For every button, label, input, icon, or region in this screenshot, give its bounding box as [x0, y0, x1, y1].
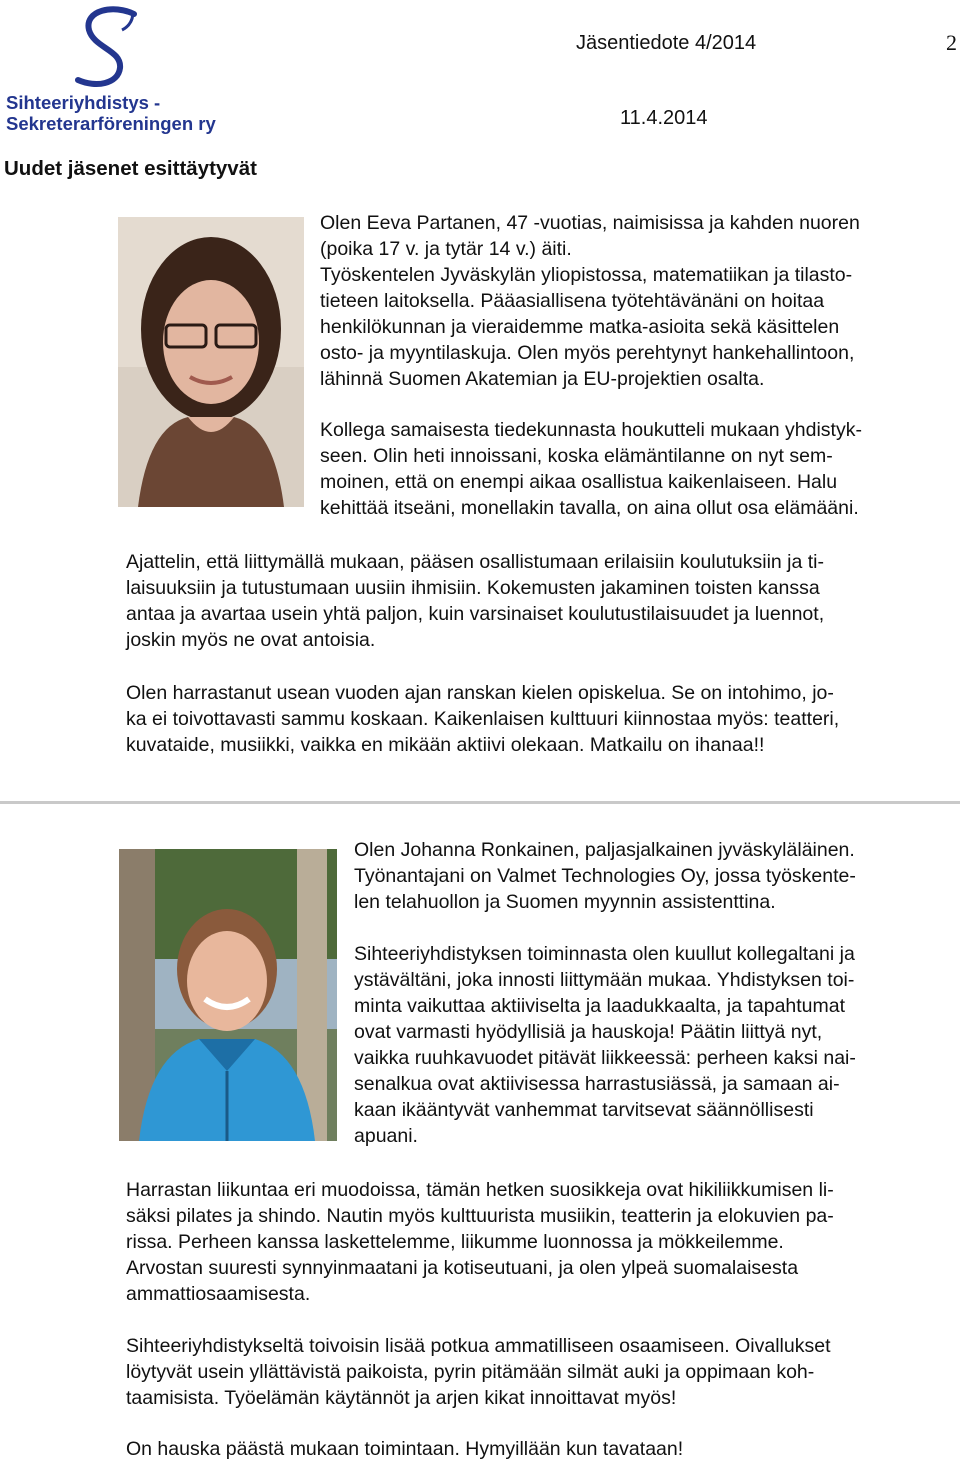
- text-line: Työnantajani on Valmet Technologies Oy, jossa työskente-: [354, 865, 856, 887]
- member1-paragraph-4: [126, 680, 960, 758]
- section-divider: [0, 801, 960, 804]
- member2-paragraph-5: [126, 1436, 960, 1462]
- text-line: ka ei toivottavasti sammu koskaan. Kaikenlaisen kulttuuri kiinnostaa myös: teatteri,: [126, 708, 840, 730]
- text-line: lähinnä Suomen Akatemian ja EU-projektien osalta.: [320, 368, 765, 390]
- text-line: senalkua ovat aktiivisessa harrastusiässä, ja samaan ai-: [354, 1073, 840, 1095]
- member2-photo: [119, 849, 337, 1141]
- text-line: Työskentelen Jyväskylän yliopistossa, matematiikan ja tilasto-: [320, 264, 853, 286]
- text-line: Olen harrastanut usean vuoden ajan ranskan kielen opiskelua. Se on intohimo, jo-: [126, 682, 834, 704]
- text-line: kehittää itseäni, monellakin tavalla, on aina ollut osa elämääni.: [320, 497, 859, 519]
- member1-paragraph-2: [320, 417, 960, 521]
- text-line: Arvostan suuresti synnyinmaatani ja kotiseutuani, ja olen ylpeä suomalaisesta: [126, 1257, 799, 1279]
- text-line: Kollega samaisesta tiedekunnasta houkutteli mukaan yhdistyk-: [320, 419, 862, 441]
- logo-text-line1: Sihteeriyhdistys -: [6, 92, 161, 113]
- member1-intro: [320, 210, 960, 392]
- text-line: taamisista. Työelämän käytännöt ja arjen kikat innoittavat myös!: [126, 1387, 677, 1409]
- member1-paragraph-3: [126, 549, 960, 653]
- page-number: 2: [946, 30, 957, 55]
- text-line: (poika 17 v. ja tytär 14 v.) äiti.: [320, 238, 572, 260]
- member2-intro: [354, 837, 960, 915]
- text-line: antaa ja avartaa usein yhtä paljon, kuin varsinaiset koulutustilaisuudet ja luennot,: [126, 603, 825, 625]
- text-line: rissa. Perheen kanssa laskettelemme, liikumme luonnossa ja mökkeilemme.: [126, 1231, 784, 1253]
- section-title: Uudet jäsenet esittäytyvät: [4, 157, 257, 180]
- text-line: Harrastan liikuntaa eri muodoissa, tämän hetken suosikkeja ovat hikiliikkumisen li-: [126, 1179, 834, 1201]
- text-line: tieteen laitoksella. Pääasiallisena työtehtävänäni on hoitaa: [320, 290, 825, 312]
- text-line: Olen Johanna Ronkainen, paljasjalkainen jyväskyläläinen.: [354, 839, 855, 861]
- logo-wordmark: [6, 92, 216, 134]
- text-line: löytyvät usein yllättävistä paikoista, pyrin pitämään silmät auki ja oppimaan koh-: [126, 1361, 815, 1383]
- text-line: Sihteeriyhdistyksen toiminnasta olen kuullut kollegaltani ja: [354, 943, 855, 965]
- text-line: On hauska päästä mukaan toimintaan. Hymyillään kun tavataan!: [126, 1438, 684, 1460]
- logo-text-line2: Sekreterarföreningen ry: [6, 113, 216, 134]
- text-line: minta vaikuttaa aktiiviselta ja laadukkaalta, ja tapahtumat: [354, 995, 846, 1017]
- text-line: säksi pilates ja shindo. Nautin myös kulttuurista musiikin, teatterin ja elokuvien pa-: [126, 1205, 834, 1227]
- text-line: ystävältäni, joka innosti liittymään mukaa. Yhdistyksen toi-: [354, 969, 855, 991]
- issue-date: 11.4.2014: [620, 107, 708, 129]
- logo-s-mark-icon: [4, 4, 204, 94]
- text-line: kuvataide, musiikki, vaikka en mikään aktiivi olekaan. Matkailu on ihanaa!!: [126, 734, 765, 756]
- text-line: henkilökunnan ja vieraidemme matka-asioita sekä käsittelen: [320, 316, 840, 338]
- text-line: apuani.: [354, 1125, 418, 1147]
- text-line: Sihteeriyhdistykseltä toivoisin lisää potkua ammatilliseen osaamiseen. Oivallukset: [126, 1335, 831, 1357]
- text-line: Olen Eeva Partanen, 47 -vuotias, naimisissa ja kahden nuoren: [320, 212, 860, 234]
- text-line: laisuuksiin ja tutustumaan uusiin ihmisiin. Kokemusten jakaminen toisten kanssa: [126, 577, 820, 599]
- text-line: kaan ikääntyvät vanhemmat tarvitsevat säännöllisesti: [354, 1099, 814, 1121]
- text-line: vaikka ruuhkavuodet pitävät liikkeessä: perheen kaksi nai-: [354, 1047, 856, 1069]
- text-line: ammattiosaamisesta.: [126, 1283, 311, 1305]
- member2-paragraph-4: [126, 1333, 960, 1411]
- text-line: len telahuollon ja Suomen myynnin assistenttina.: [354, 891, 776, 913]
- member2-paragraph-3: [126, 1177, 960, 1307]
- member1-photo: [118, 217, 304, 507]
- text-line: moinen, että on enempi aikaa osallistua kaikenlaiseen. Halu: [320, 471, 838, 493]
- text-line: Ajattelin, että liittymällä mukaan, pääsen osallistumaan erilaisiin koulutuksiin ja ti-: [126, 551, 825, 573]
- text-line: seen. Olin heti innoissani, koska elämäntilanne on nyt sem-: [320, 445, 833, 467]
- text-line: ovat varmasti hyödyllisiä ja hauskoja! Päätin liittyä nyt,: [354, 1021, 823, 1043]
- text-line: osto- ja myyntilaskuja. Olen myös perehtynyt hankehallintoon,: [320, 342, 855, 364]
- member2-paragraph-2: [354, 941, 960, 1149]
- newsletter-title: Jäsentiedote 4/2014: [576, 32, 757, 54]
- text-line: joskin myös ne ovat antoisia.: [126, 629, 376, 651]
